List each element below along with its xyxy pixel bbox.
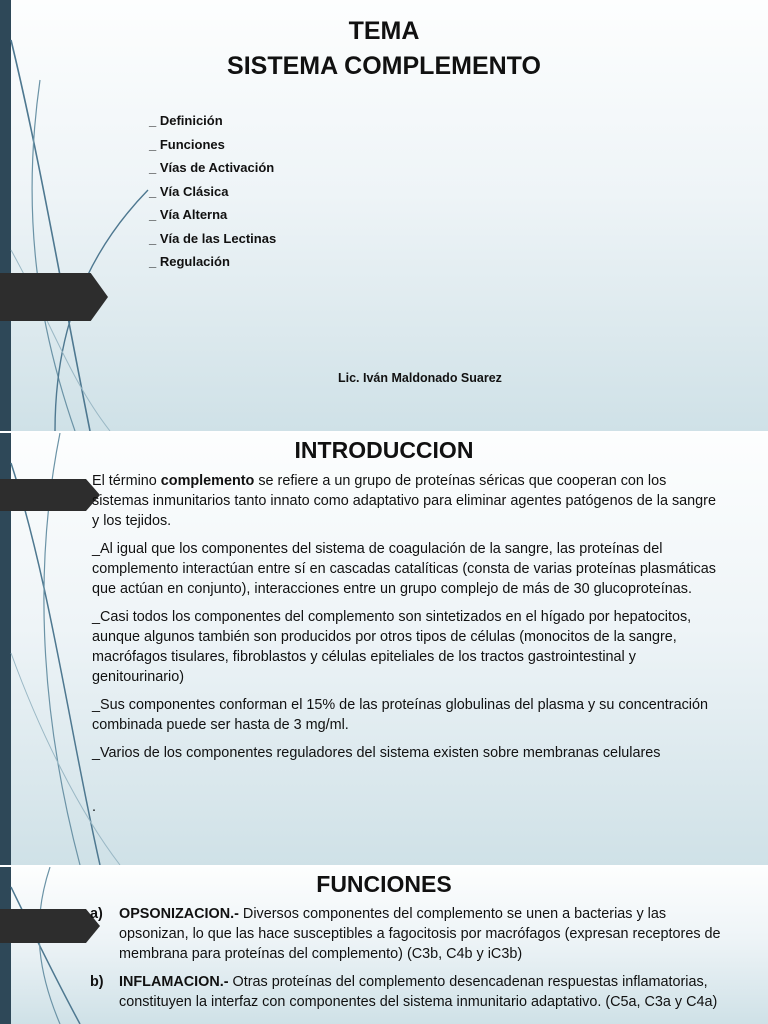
topic-item: _ Vías de Activación bbox=[149, 160, 275, 175]
slide-tab-arrow-icon bbox=[0, 909, 100, 943]
intro-paragraph-3: _Casi todos los componentes del complemento son sintetizados en el hígado por hepatocitos, aunque algunos también son producidos por otros tipos de células (monocitos de la sangre, macrófagos tisulares, fibroblastos y células epiteliales de los tractos gastrointestinal y genitourinario) bbox=[92, 609, 692, 685]
item-title: INFLAMACION.- bbox=[119, 974, 229, 990]
slide-tab-arrow-icon bbox=[0, 273, 108, 321]
heading-funciones: FUNCIONES bbox=[316, 871, 452, 897]
author-name: Lic. Iván Maldonado Suarez bbox=[338, 371, 502, 385]
p1-suffix: se refiere a un grupo de proteínas séricas que cooperan con los sistemas inmunitarios tanto innato como adaptativo para eliminar agentes patógenos de la sangre y los tejidos. bbox=[92, 473, 716, 529]
slide-3 bbox=[0, 867, 768, 1024]
intro-paragraph-5: _Varios de los componentes reguladores del sistema existen sobre membranas celulares bbox=[92, 745, 661, 761]
intro-dot: . bbox=[92, 799, 96, 815]
intro-paragraph-1 bbox=[92, 471, 722, 531]
title-sistema-complemento: SISTEMA COMPLEMENTO bbox=[227, 52, 541, 80]
item-title: OPSONIZACION.- bbox=[119, 906, 239, 922]
item-content bbox=[119, 972, 730, 1012]
intro-body bbox=[92, 471, 722, 825]
heading-introduccion: INTRODUCCION bbox=[294, 437, 474, 463]
slide-1 bbox=[0, 0, 768, 431]
item-content bbox=[119, 904, 730, 964]
item-text: Diversos componentes del complemento se unen a bacterias y las opsonizan, lo que las hace susceptibles a fagocitosis por macrófagos (expresan receptores de membrana para proteínas del complemento) (C3b, C4b y iC3b) bbox=[119, 906, 721, 962]
title-tema: TEMA bbox=[348, 17, 420, 45]
topic-item: _ Vía Alterna bbox=[149, 207, 228, 222]
funcion-item bbox=[90, 972, 730, 1012]
topic-item: _ Definición bbox=[149, 113, 223, 128]
item-text: Otras proteínas del complemento desencadenan respuestas inflamatorias, constituyen la interfaz con componentes del sistema inmunitario adaptativo. (C5a, C3a y C4a) bbox=[119, 974, 718, 1010]
p1-prefix: El término bbox=[92, 473, 161, 489]
item-marker: b) bbox=[90, 974, 104, 990]
p1-bold-term: complemento bbox=[160, 473, 255, 489]
item-marker: a) bbox=[90, 906, 103, 922]
slide-tab-arrow-icon bbox=[0, 479, 100, 511]
topic-list bbox=[149, 109, 276, 274]
funcion-item bbox=[90, 904, 730, 964]
topic-item: _ Funciones bbox=[149, 136, 225, 152]
intro-paragraph-4: _Sus componentes conforman el 15% de las proteínas globulinas del plasma y su concentración combinada puede ser hasta de 3 mg/ml. bbox=[92, 697, 708, 733]
topic-item: _ Vía Clásica bbox=[149, 183, 229, 199]
topic-item: _ Vía de las Lectinas bbox=[149, 230, 277, 246]
slide-2 bbox=[0, 433, 768, 865]
funciones-list bbox=[90, 904, 730, 1020]
intro-paragraph-2: _Al igual que los componentes del sistema de coagulación de la sangre, las proteínas del complemento interactúan entre sí en cascadas catalíticas (consta de varias proteínas plasmáticas que actúan en conjunto), interacciones entre un grupo complejo de más de 30 glucoproteínas. bbox=[92, 541, 716, 597]
topic-item: _ Regulación bbox=[149, 254, 230, 269]
